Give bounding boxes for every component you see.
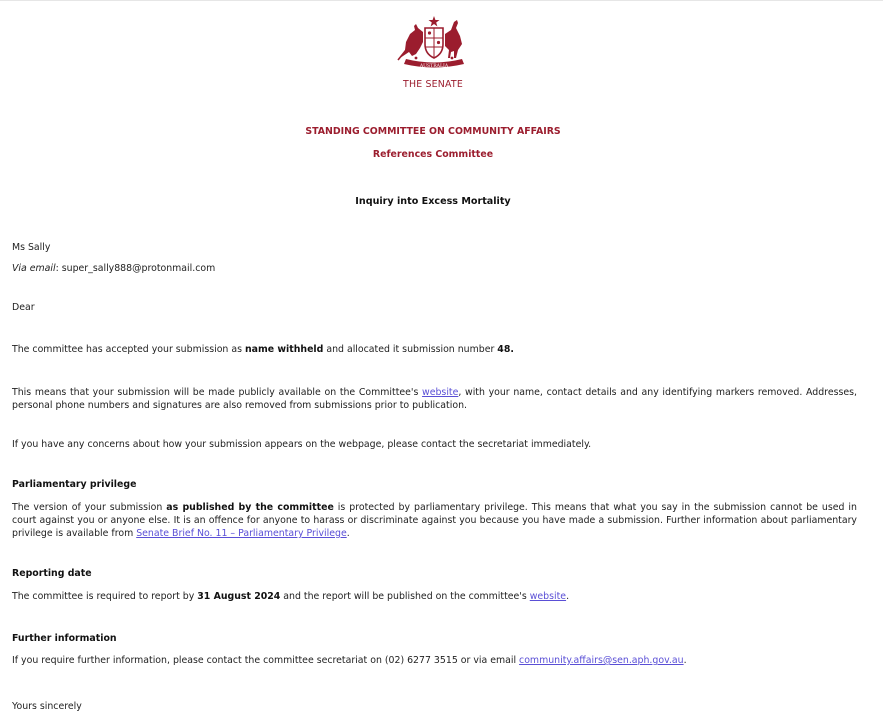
recipient-email-line [12, 262, 857, 275]
concerns-paragraph: If you have any concerns about how your submission appears on the webpage, please contact the secretariat immediately. [12, 439, 592, 450]
inquiry-title: Inquiry into Excess Mortality [355, 196, 511, 207]
publication-text-2: , with your name, contact details and any identifying markers removed. Addresses, personal phone numbers and signatures are also removed from submissions prior to publication. [12, 387, 857, 411]
references-heading: References Committee [372, 149, 494, 160]
committee-website-link[interactable]: website [529, 591, 567, 602]
reporting-text-3: . [566, 591, 570, 602]
privilege-heading: Parliamentary privilege [12, 479, 137, 490]
senate-brief-link[interactable]: Senate Brief No. 11 – Parliamentary Privilege [136, 528, 347, 539]
further-text-1: If you require further information, please contact the committee secretariat on (02) 6277 3515 or via email [12, 655, 520, 666]
via-email-label: Via email [12, 263, 56, 274]
secretariat-email-link[interactable]: community.affairs@sen.aph.gov.au [519, 655, 684, 666]
further-text-2: . [683, 655, 687, 666]
privilege-text-3: . [346, 528, 350, 539]
reporting-date: 31 August 2024 [197, 591, 281, 602]
further-heading: Further information [12, 633, 117, 644]
privilege-text-2: is protected by parliamentary privilege. This means that what you say in the submission cannot be used in court against you or anyone else. It is an offence for anyone to harass or discriminate against you because you have made a submission. Further information about parliamentary privilege is available from [12, 502, 857, 539]
accepted-paragraph [12, 343, 857, 356]
coat-of-arms-icon [396, 14, 472, 70]
further-paragraph [12, 654, 857, 667]
crest-motto: AUSTRALIA [419, 63, 449, 69]
publication-paragraph [12, 386, 857, 412]
accepted-text-2: and allocated it submission number [323, 344, 498, 355]
senate-heading: THE SENATE [403, 79, 463, 90]
reporting-heading: Reporting date [12, 568, 92, 579]
privilege-text-1: The version of your submission [12, 502, 167, 513]
submission-number: 48. [497, 344, 514, 355]
website-link[interactable]: website [422, 387, 459, 398]
accepted-name-withheld: name withheld [244, 344, 324, 355]
reporting-text-1: The committee is required to report by [12, 591, 198, 602]
reporting-text-2: and the report will be published on the committee's [280, 591, 530, 602]
reporting-paragraph [12, 590, 857, 603]
top-border [0, 0, 883, 1]
publication-text-1: This means that your submission will be made publicly available on the Committee's [12, 387, 423, 398]
salutation: Dear [12, 302, 35, 313]
recipient-email: : super_sally888@protonmail.com [55, 263, 216, 274]
committee-heading: STANDING COMMITTEE ON COMMUNITY AFFAIRS [305, 126, 561, 137]
recipient-name: Ms Sally [12, 242, 51, 253]
accepted-text-1: The committee has accepted your submission as [12, 344, 245, 355]
privilege-paragraph [12, 501, 857, 540]
privilege-bold: as published by the committee [166, 502, 334, 513]
closing: Yours sincerely [12, 701, 82, 712]
